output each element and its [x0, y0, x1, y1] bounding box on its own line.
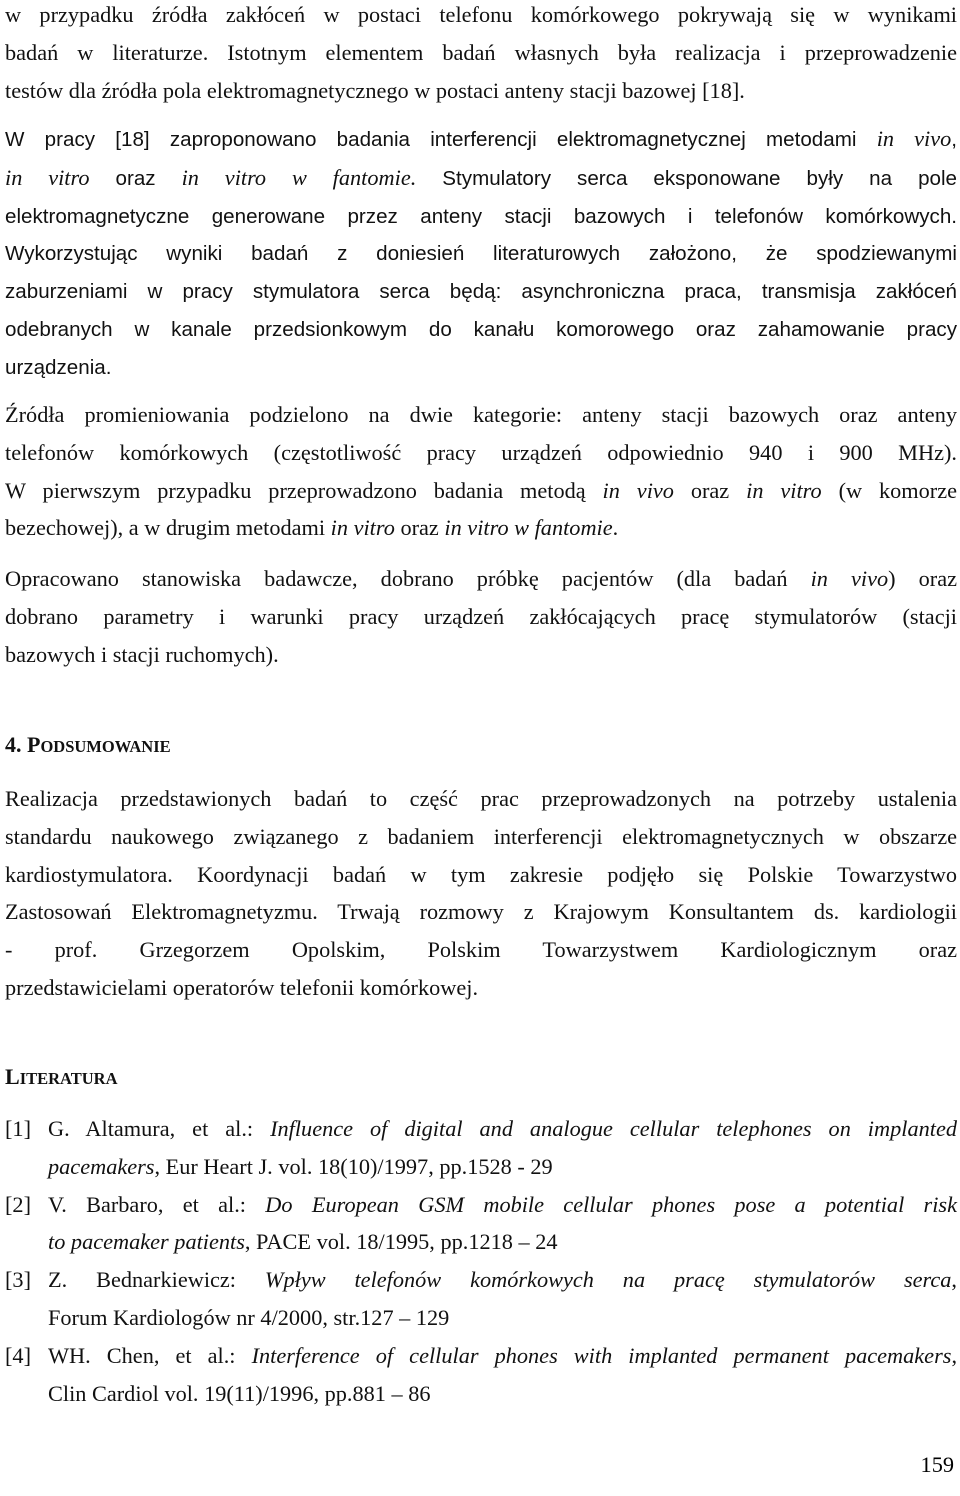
text-line: W pracy [18] zaproponowano badania interferencji elektromagnetycznej metodami in vivo, — [5, 126, 957, 151]
reference-number: [2] — [5, 1191, 31, 1217]
text-line: w przypadku źródła zakłóceń w postaci telefonu komórkowego pokrywają się w wynikami — [5, 2, 957, 27]
section-heading-podsumowanie: 4. PODSUMOWANIE — [5, 732, 171, 757]
text-line: testów dla źródła pola elektromagnetycznego w postaci anteny stacji bazowej [18]. — [5, 77, 745, 103]
text-line: pacemakers, Eur Heart J. vol. 18(10)/1997, pp.1528 - 29 — [48, 1153, 553, 1179]
text-line: zaburzeniami w pracy stymulatora serca będą: asynchroniczna praca, transmisja zakłóceń — [5, 280, 957, 304]
reference-item — [5, 1186, 957, 1262]
text-line: Zastosowań Elektromagnetyzmu. Trwają rozmowy z Krajowym Konsultantem ds. kardiologii — [5, 899, 957, 925]
text-line: bezechowej), a w drugim metodami in vitro oraz in vitro w fantomie. — [5, 515, 619, 541]
text-line: standardu naukowego związanego z badaniem interferencji elektromagnetycznych w obszarze — [5, 823, 957, 849]
text-line: in vitro oraz in vitro w fantomie. Stymulatory serca eksponowane były na pole — [5, 164, 958, 190]
text-line: Forum Kardiologów nr 4/2000, str.127 – 129 — [48, 1304, 450, 1330]
text-line: odebranych w kanale przedsionkowym do kanału komorowego oraz zahamowanie pracy — [5, 317, 957, 341]
paragraph-summary — [5, 780, 957, 1007]
text-line: telefonów komórkowych (częstotliwość pracy urządzeń odpowiednio 940 i 900 MHz). — [5, 439, 957, 465]
text-line: dobrano parametry i warunki pracy urządzeń zakłócających pracę stymulatorów (stacji — [5, 603, 957, 629]
text-line: badań w literaturze. Istotnym elementem badań własnych była realizacja i przeprowadzenie — [5, 39, 957, 65]
reference-item — [5, 1110, 957, 1186]
reference-number: [3] — [5, 1267, 31, 1293]
text-line: Wykorzystując wyniki badań z doniesień literaturowych założono, że spodziewanymi — [5, 242, 957, 266]
reference-item — [5, 1337, 957, 1413]
text-line: elektromagnetyczne generowane przez anteny stacji bazowych i telefonów komórkowych. — [5, 204, 957, 228]
text-line: bazowych i stacji ruchomych). — [5, 641, 279, 667]
page-number: 159 — [920, 1452, 954, 1477]
text-line: G. Altamura, et al.: Influence of digital and analogue cellular telephones on implanted — [48, 1116, 957, 1141]
text-line: Clin Cardiol vol. 19(11)/1996, pp.881 – 86 — [48, 1380, 431, 1406]
text-line: W pierwszym przypadku przeprowadzono badania metodą in vivo oraz in vitro (w komorze — [5, 477, 958, 503]
reference-item — [5, 1261, 957, 1337]
text-line: - prof. Grzegorzem Opolskim, Polskim Towarzystwem Kardiologicznym oraz — [5, 937, 957, 963]
paragraph-methods — [5, 120, 957, 387]
text-line: kardiostymulatora. Koordynacji badań w tym zakresie podjęło się Polskie Towarzystwo — [5, 861, 957, 887]
reference-number: [1] — [5, 1116, 31, 1141]
text-line: Opracowano stanowiska badawcze, dobrano próbkę pacjentów (dla badań in vivo) oraz — [5, 566, 957, 591]
text-line: Z. Bednarkiewicz: Wpływ telefonów komórkowych na pracę stymulatorów serca, — [48, 1267, 957, 1293]
text-line: V. Barbaro, et al.: Do European GSM mobile cellular phones pose a potential risk — [48, 1191, 957, 1217]
text-line: WH. Chen, et al.: Interference of cellular phones with implanted permanent pacemakers, — [48, 1342, 958, 1368]
reference-number: [4] — [5, 1342, 31, 1368]
paragraph-setup — [5, 560, 957, 673]
text-line: urządzenia. — [5, 355, 112, 379]
text-line: to pacemaker patients, PACE vol. 18/1995, pp.1218 – 24 — [48, 1229, 558, 1255]
section-heading-literatura: LITERATURA — [5, 1064, 118, 1089]
paragraph-sources — [5, 396, 957, 547]
text-line: Źródła promieniowania podzielono na dwie kategorie: anteny stacji bazowych oraz anteny — [5, 402, 957, 427]
text-line: przedstawicielami operatorów telefonii komórkowej. — [5, 974, 479, 1000]
text-line: Realizacja przedstawionych badań to część prac przeprowadzonych na potrzeby ustalenia — [5, 786, 957, 811]
reference-list — [5, 1110, 957, 1412]
paragraph-continuation — [5, 0, 957, 109]
